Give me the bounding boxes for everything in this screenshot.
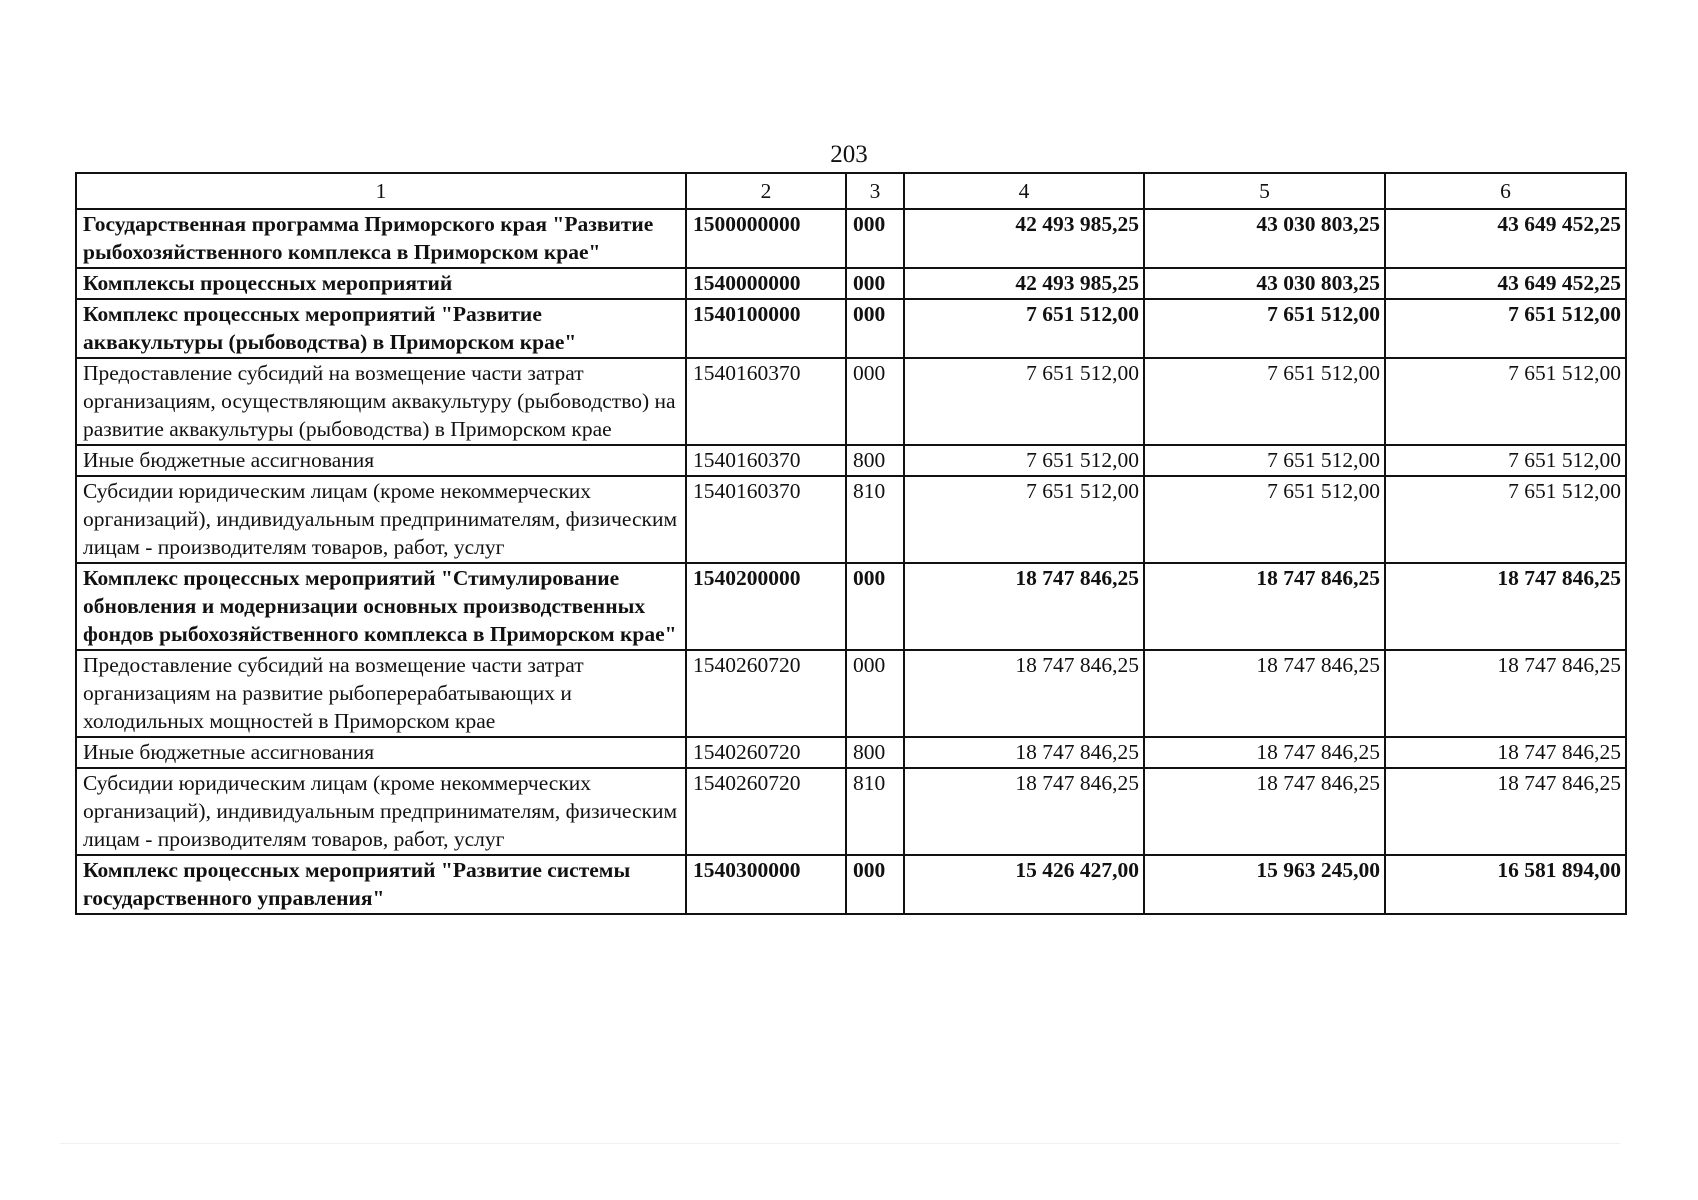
table-row — [76, 476, 1626, 563]
column-header: 5 — [1144, 173, 1385, 209]
row-code: 1540260720 — [686, 650, 846, 737]
row-value-col4: 7 651 512,00 — [904, 476, 1144, 563]
row-value-col6: 18 747 846,25 — [1385, 563, 1626, 650]
column-header: 3 — [846, 173, 904, 209]
row-value-col6: 7 651 512,00 — [1385, 445, 1626, 476]
row-type: 000 — [846, 299, 904, 358]
row-value-col5: 18 747 846,25 — [1144, 768, 1385, 855]
row-name: Комплекс процессных мероприятий "Стимулирование обновления и модернизации основных производственных фондов рыбохозяйственного комплекса в Приморском крае" — [76, 563, 686, 650]
row-value-col4: 42 493 985,25 — [904, 209, 1144, 268]
row-name: Субсидии юридическим лицам (кроме некоммерческих организаций), индивидуальным предпринимателям, физическим лицам - производителям товаров, работ, услуг — [76, 476, 686, 563]
row-value-col4: 18 747 846,25 — [904, 768, 1144, 855]
row-code: 1540260720 — [686, 737, 846, 768]
table-row — [76, 650, 1626, 737]
row-value-col4: 7 651 512,00 — [904, 445, 1144, 476]
row-type: 000 — [846, 358, 904, 445]
row-code: 1540200000 — [686, 563, 846, 650]
row-name: Предоставление субсидий на возмещение части затрат организациям, осуществляющим аквакультуру (рыбоводство) на развитие аквакультуры (рыбоводства) в Приморском крае — [76, 358, 686, 445]
table-row — [76, 358, 1626, 445]
row-value-col6: 43 649 452,25 — [1385, 209, 1626, 268]
row-name: Иные бюджетные ассигнования — [76, 737, 686, 768]
row-value-col6: 16 581 894,00 — [1385, 855, 1626, 914]
row-value-col5: 7 651 512,00 — [1144, 476, 1385, 563]
row-type: 800 — [846, 737, 904, 768]
row-code: 1540000000 — [686, 268, 846, 299]
table-row — [76, 299, 1626, 358]
row-code: 1540160370 — [686, 445, 846, 476]
row-value-col4: 42 493 985,25 — [904, 268, 1144, 299]
row-name: Комплекс процессных мероприятий "Развитие аквакультуры (рыбоводства) в Приморском крае" — [76, 299, 686, 358]
page-number: 203 — [830, 141, 868, 168]
row-code: 1540100000 — [686, 299, 846, 358]
row-value-col5: 43 030 803,25 — [1144, 209, 1385, 268]
row-value-col4: 18 747 846,25 — [904, 737, 1144, 768]
row-type: 810 — [846, 768, 904, 855]
table-row — [76, 209, 1626, 268]
row-value-col5: 7 651 512,00 — [1144, 358, 1385, 445]
row-code: 1540160370 — [686, 358, 846, 445]
table-row — [76, 268, 1626, 299]
row-code: 1540160370 — [686, 476, 846, 563]
budget-table — [75, 172, 1627, 915]
row-code: 1540260720 — [686, 768, 846, 855]
row-type: 000 — [846, 855, 904, 914]
row-code: 1500000000 — [686, 209, 846, 268]
header-row — [76, 173, 1626, 209]
row-value-col4: 18 747 846,25 — [904, 650, 1144, 737]
column-header: 4 — [904, 173, 1144, 209]
row-value-col4: 15 426 427,00 — [904, 855, 1144, 914]
row-value-col4: 7 651 512,00 — [904, 358, 1144, 445]
column-header: 1 — [76, 173, 686, 209]
row-value-col4: 7 651 512,00 — [904, 299, 1144, 358]
row-value-col6: 7 651 512,00 — [1385, 476, 1626, 563]
column-header: 6 — [1385, 173, 1626, 209]
scan-artifact-line — [60, 1143, 1620, 1144]
table-row — [76, 768, 1626, 855]
row-type: 000 — [846, 268, 904, 299]
row-value-col6: 18 747 846,25 — [1385, 768, 1626, 855]
row-value-col5: 18 747 846,25 — [1144, 737, 1385, 768]
row-value-col4: 18 747 846,25 — [904, 563, 1144, 650]
row-value-col6: 7 651 512,00 — [1385, 299, 1626, 358]
row-value-col5: 7 651 512,00 — [1144, 299, 1385, 358]
row-name: Предоставление субсидий на возмещение части затрат организациям на развитие рыбоперерабатывающих и холодильных мощностей в Приморском крае — [76, 650, 686, 737]
row-value-col5: 15 963 245,00 — [1144, 855, 1385, 914]
row-type: 810 — [846, 476, 904, 563]
row-type: 800 — [846, 445, 904, 476]
column-header: 2 — [686, 173, 846, 209]
row-value-col5: 43 030 803,25 — [1144, 268, 1385, 299]
row-type: 000 — [846, 563, 904, 650]
row-value-col6: 43 649 452,25 — [1385, 268, 1626, 299]
row-type: 000 — [846, 650, 904, 737]
row-code: 1540300000 — [686, 855, 846, 914]
table-row — [76, 445, 1626, 476]
row-name: Субсидии юридическим лицам (кроме некоммерческих организаций), индивидуальным предпринимателям, физическим лицам - производителям товаров, работ, услуг — [76, 768, 686, 855]
table-row — [76, 563, 1626, 650]
row-name: Комплексы процессных мероприятий — [76, 268, 686, 299]
row-value-col5: 18 747 846,25 — [1144, 650, 1385, 737]
row-name: Комплекс процессных мероприятий "Развитие системы государственного управления" — [76, 855, 686, 914]
table-row — [76, 737, 1626, 768]
row-value-col6: 18 747 846,25 — [1385, 650, 1626, 737]
row-type: 000 — [846, 209, 904, 268]
row-value-col6: 7 651 512,00 — [1385, 358, 1626, 445]
table-row — [76, 855, 1626, 914]
row-value-col5: 7 651 512,00 — [1144, 445, 1385, 476]
row-value-col6: 18 747 846,25 — [1385, 737, 1626, 768]
row-name: Иные бюджетные ассигнования — [76, 445, 686, 476]
row-name: Государственная программа Приморского края "Развитие рыбохозяйственного комплекса в Приморском крае" — [76, 209, 686, 268]
row-value-col5: 18 747 846,25 — [1144, 563, 1385, 650]
